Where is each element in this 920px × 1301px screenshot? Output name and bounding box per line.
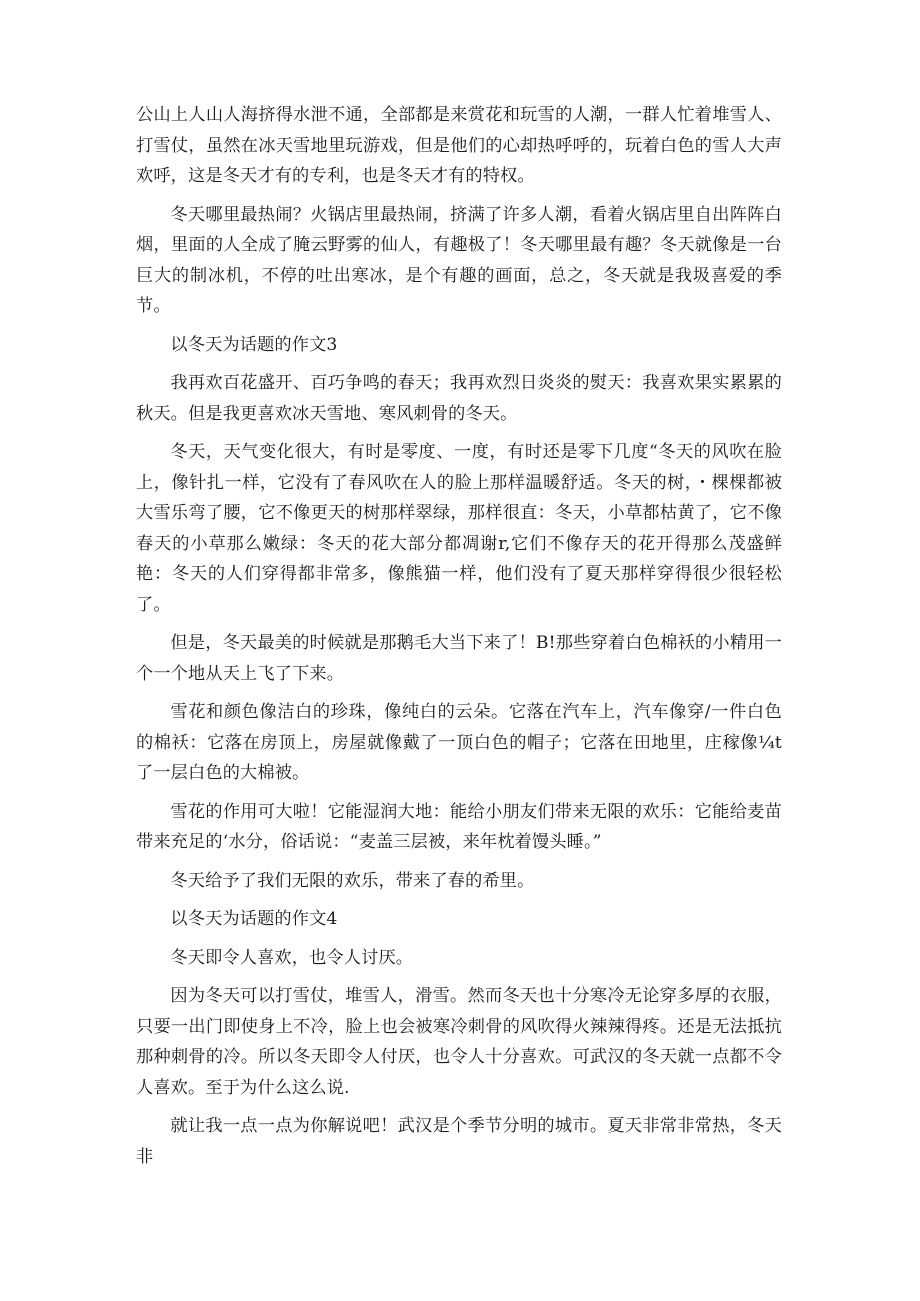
paragraph: 因为冬天可以打雪仗，堆雪人，滑雪。然而冬天也十分寒冷无论穿多厚的衣服，只要一出门即使身上不冷，脸上也会被寒冷刺骨的风吹得火辣辣得疼。还是无法抵抗那种刺骨的冷。所以冬天即令人付厌，也令人十分喜欢。可武汉的冬天就一点都不令人喜欢。至于为什么这么说. — [136, 986, 782, 1098]
paragraph: 冬天，天气变化很大，有时是零度、一度，有时还是零下几度“冬天的风吹在脸上，像针扎一样，它没有了春风吹在人的脸上那样温暖舒适。冬天的树，・棵棵都被大雪乐弯了腰，它不像更天的树那样翠绿，那样很直：冬天，小草都枯黄了，它不像春天的小草那么嫩绿：冬天的花大部分都凋谢r,它们不像存天的花开得那么茂盛鲜艳：冬天的人们穿得都非常多，像熊猫一样，他们没有了夏天那样穿得很少很轻松了。 — [136, 442, 782, 615]
paragraph: 但是，冬天最美的时候就是那鹅毛大当下来了！B!那些穿着白色棉袄的小精用一个一个地从天上飞了下来。 — [136, 633, 782, 684]
paragraph: 雪花和颜色像洁白的珍珠，像纯白的云朵。它落在汽车上，汽车像穿/一件白色的棉袄：它落在房顶上，房屋就像戴了一顶白色的帽子；它落在田地里，庄稼像¼t了一层白色的大棉被。 — [136, 702, 782, 783]
section-heading: 以冬天为话题的作文3 — [170, 334, 338, 355]
section-heading: 以冬天为话题的作文4 — [170, 909, 338, 929]
paragraph-continued: 公山上人山人海挤得水泄不通，全部都是来赏花和玩雪的人潮，一群人忙着堆雪人、打雪仗，虽然在冰天雪地里玩游戏，但是他们的心却热呼呼的，玩着白色的雪人大声欢呼，这是冬天才有的专利，也是冬天才有的特权。 — [136, 105, 782, 186]
paragraph: 雪花的作用可大啦！它能湿润大地：能给小朋友们带来无限的欢乐：它能给麦苗带来充足的‘水分，俗话说：“麦盖三层被，来年枕着馒头睡。” — [136, 801, 782, 852]
document-page — [136, 100, 782, 1180]
paragraph: 冬天哪里最热闹？火锅店里最热闹，挤满了许多人潮，看着火锅店里自出阵阵白烟，里面的人全成了腌云野雾的仙人，有趣极了！冬天哪里最有趣？冬天就像是一台巨大的制冰机，不停的吐出寒冰，是个有趣的画面，总之，冬天就是我圾喜爱的季节。 — [136, 204, 782, 316]
paragraph: 我再欢百花盛开、百巧争鸣的春天；我再欢烈日炎炎的熨天：我喜欢果实累累的秋天。但是我更喜欢冰天雪地、寒风刺骨的冬天。 — [136, 373, 782, 424]
paragraph: 就让我一点一点为你解说吧！武汉是个季节分明的城市。夏天非常非常热，冬天非 — [136, 1116, 782, 1167]
paragraph: 冬天即令人喜欢，也令人讨厌。 — [170, 947, 414, 968]
paragraph: 冬天给予了我们无限的欢乐，带来了春的希里。 — [170, 870, 535, 891]
